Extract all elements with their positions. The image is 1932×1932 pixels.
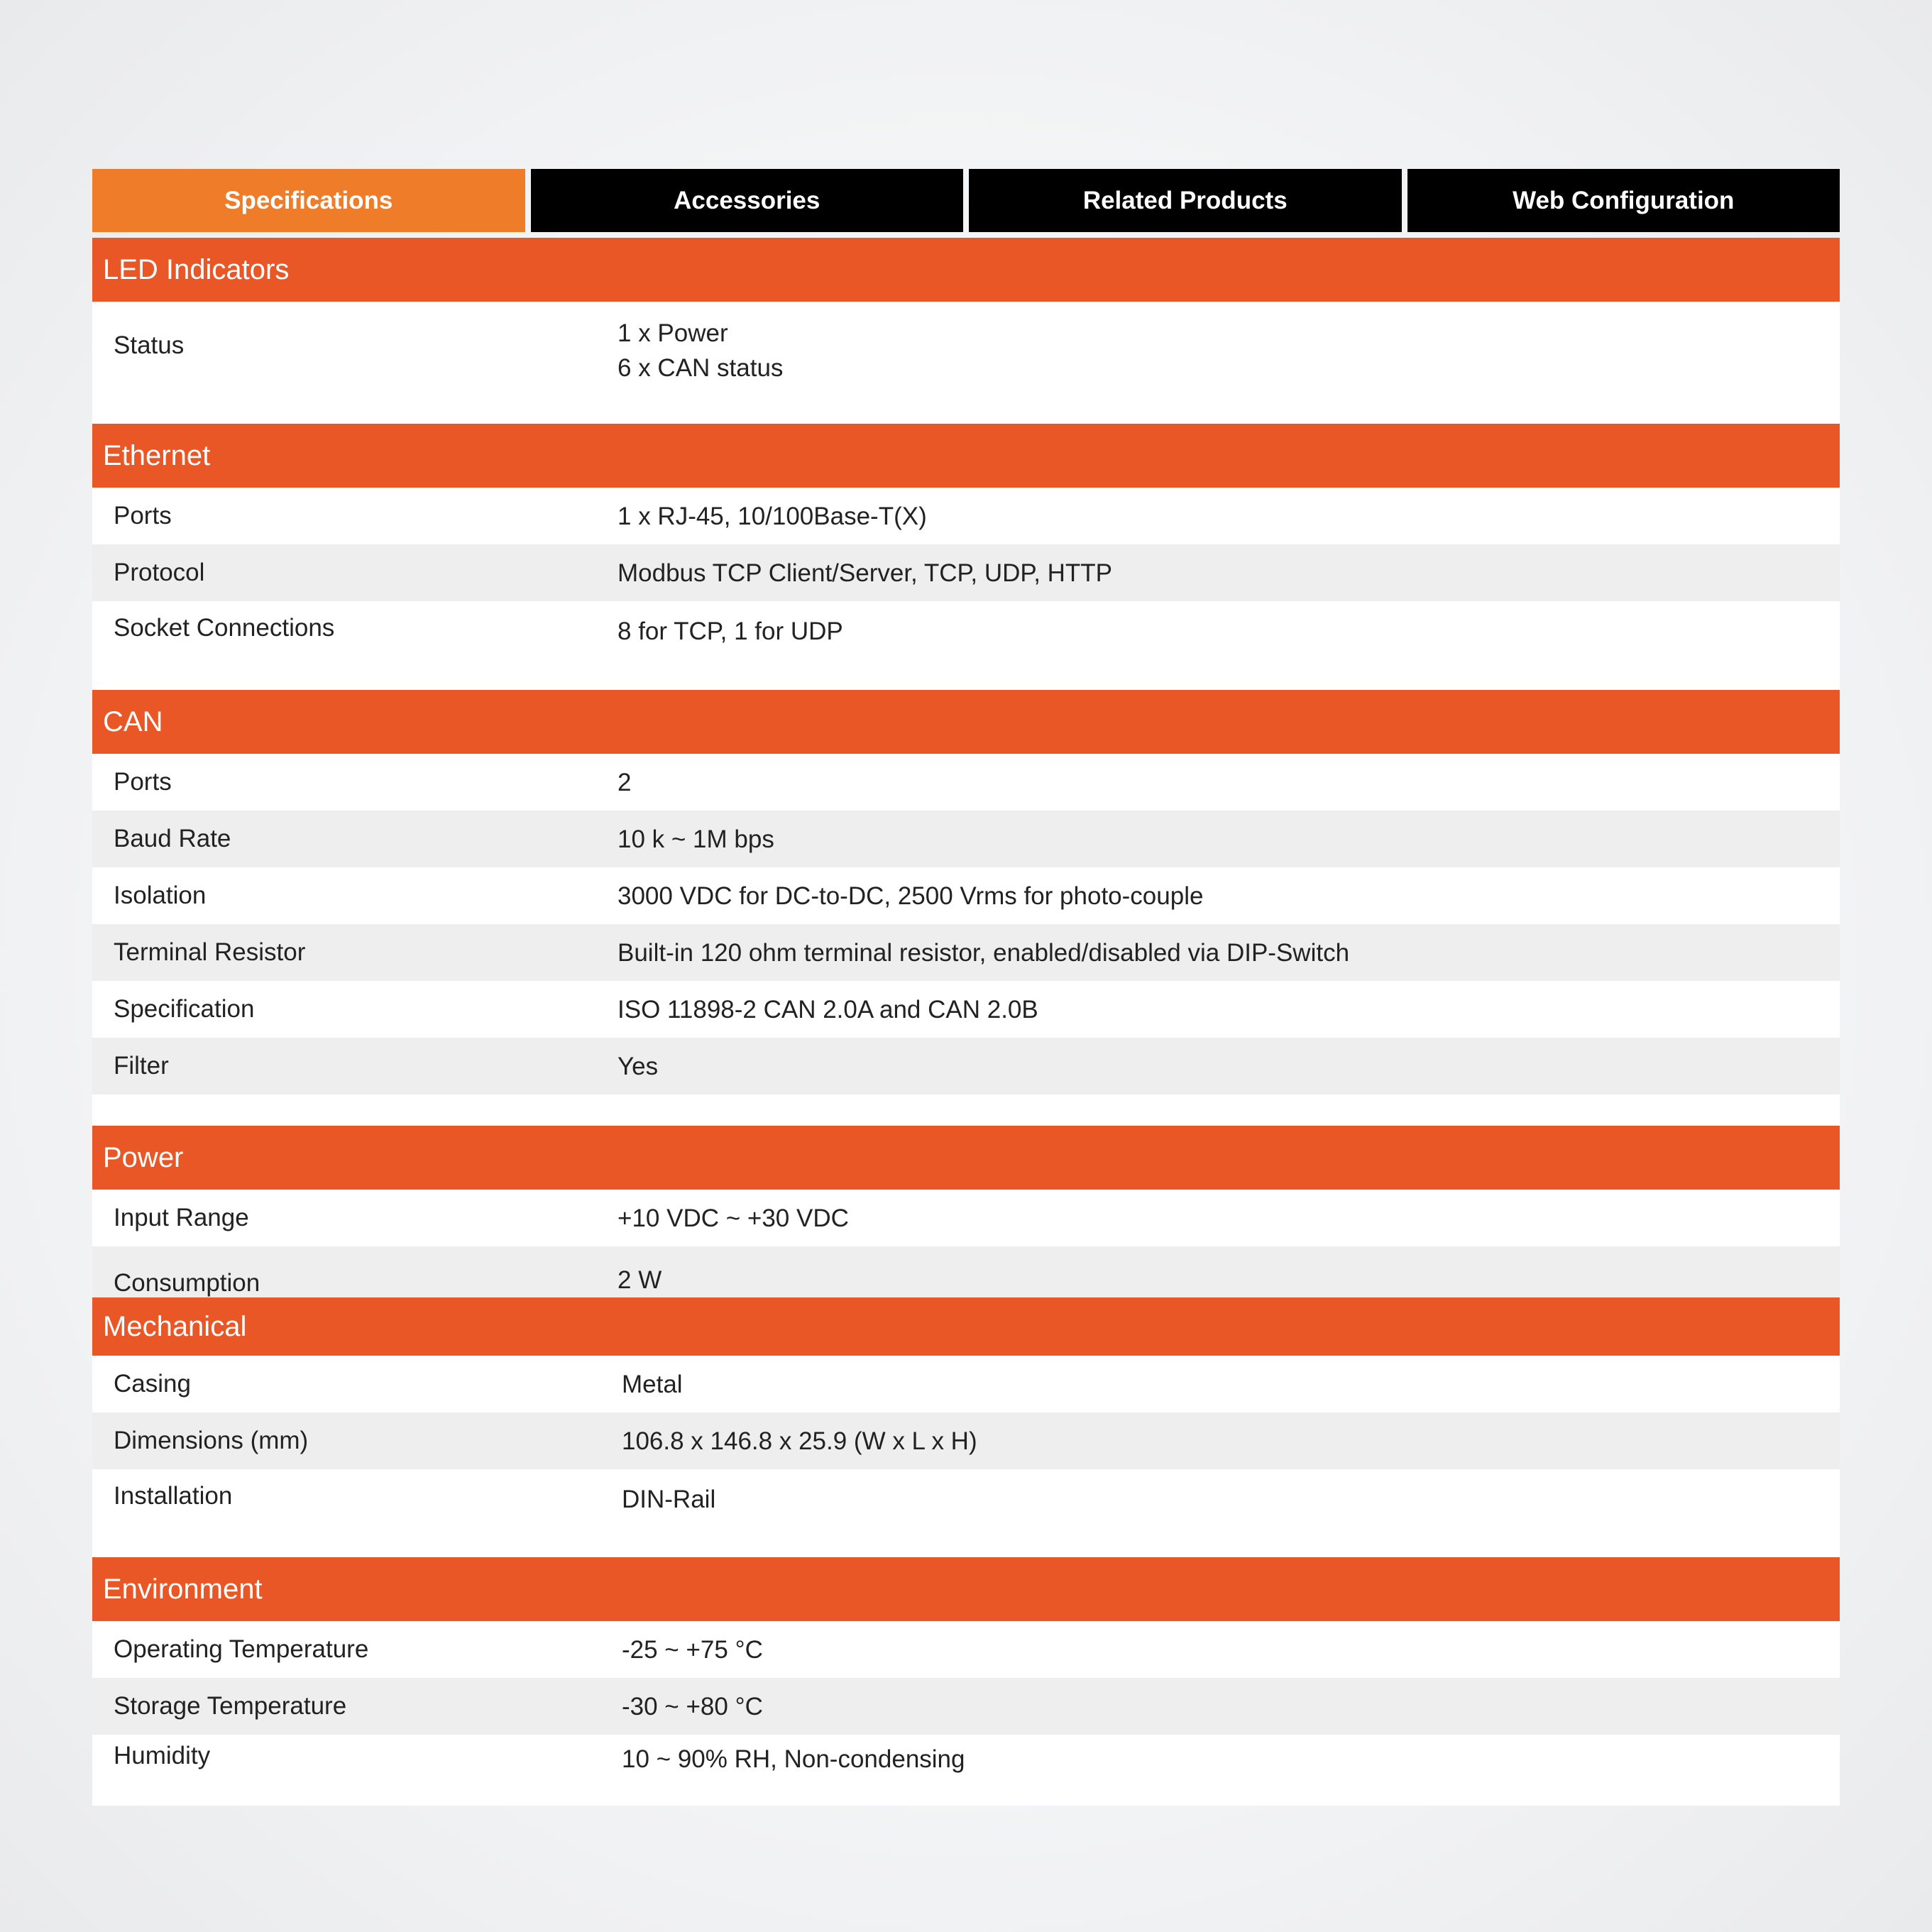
tab-specifications[interactable]: Specifications (92, 169, 525, 232)
table-row (92, 867, 1840, 924)
table-row (92, 488, 1840, 544)
section-header: Power (92, 1126, 1840, 1190)
spec-value: +10 VDC ~ +30 VDC (618, 1204, 849, 1232)
spec-value: DIN-Rail (622, 1486, 716, 1513)
table-row (92, 811, 1840, 867)
table-row (92, 924, 1840, 981)
spec-value: Metal (622, 1370, 683, 1398)
spec-value: -30 ~ +80 °C (622, 1692, 763, 1720)
table-row (92, 1735, 1840, 1806)
spec-value: 8 for TCP, 1 for UDP (618, 618, 843, 645)
table-row (92, 1621, 1840, 1678)
spec-label: Dimensions (mm) (114, 1427, 309, 1454)
tab-web-configuration[interactable]: Web Configuration (1407, 169, 1840, 232)
spec-value: 3000 VDC for DC-to-DC, 2500 Vrms for photo-couple (618, 882, 1204, 910)
spec-value: -25 ~ +75 °C (622, 1635, 763, 1664)
spec-value: Built-in 120 ohm terminal resistor, enabled/disabled via DIP-Switch (618, 938, 1350, 967)
spec-label: Storage Temperature (114, 1692, 347, 1720)
table-row (92, 981, 1840, 1038)
spec-label: Operating Temperature (114, 1635, 369, 1663)
spec-value: Modbus TCP Client/Server, TCP, UDP, HTTP (618, 559, 1113, 587)
table-row (92, 1678, 1840, 1735)
spec-label: Specification (114, 995, 255, 1023)
spec-label: Installation (114, 1482, 233, 1510)
spec-value: 10 k ~ 1M bps (618, 825, 774, 853)
spec-page (92, 169, 1840, 1806)
spec-label: Casing (114, 1370, 191, 1398)
spec-value: 10 ~ 90% RH, Non-condensing (622, 1745, 965, 1773)
spec-label: Consumption (114, 1269, 260, 1297)
section-led-indicators (92, 238, 1840, 424)
section-mechanical (92, 1297, 1840, 1557)
spec-value: Yes (618, 1052, 659, 1080)
table-row (92, 1412, 1840, 1469)
spec-value: 106.8 x 146.8 x 25.9 (W x L x H) (622, 1427, 977, 1455)
section-header: Environment (92, 1557, 1840, 1621)
table-row (92, 1190, 1840, 1246)
spec-value: 1 x Power 6 x CAN status (618, 319, 784, 382)
table-row (92, 1469, 1840, 1557)
table-row (92, 1356, 1840, 1412)
tab-bar (92, 169, 1840, 232)
spec-label: Input Range (114, 1204, 249, 1231)
spec-label: Ports (114, 502, 172, 529)
table-row (92, 1246, 1840, 1297)
table-row (92, 601, 1840, 690)
spec-label: Filter (114, 1052, 169, 1080)
spec-label: Ports (114, 768, 172, 796)
table-row (92, 1038, 1840, 1094)
spec-label: Socket Connections (114, 614, 335, 642)
spec-value: 2 W (618, 1266, 662, 1294)
spec-label: Protocol (114, 559, 205, 586)
section-environment (92, 1557, 1840, 1806)
section-header: LED Indicators (92, 238, 1840, 302)
table-row (92, 544, 1840, 601)
section-power (92, 1126, 1840, 1297)
spec-label: Status (114, 331, 185, 359)
section-header: Mechanical (92, 1297, 1840, 1356)
section-header: Ethernet (92, 424, 1840, 488)
table-row (92, 302, 1840, 424)
spec-value: 1 x RJ-45, 10/100Base-T(X) (618, 502, 927, 530)
spec-label: Humidity (114, 1742, 211, 1769)
spec-label: Terminal Resistor (114, 938, 306, 966)
spec-value: 2 (618, 768, 632, 796)
table-row (92, 754, 1840, 811)
spec-label: Isolation (114, 882, 207, 909)
section-can (92, 690, 1840, 1126)
section-ethernet (92, 424, 1840, 690)
section-header: CAN (92, 690, 1840, 754)
spec-label: Baud Rate (114, 825, 231, 852)
spec-value: ISO 11898-2 CAN 2.0A and CAN 2.0B (618, 995, 1038, 1023)
section-spacer (92, 1094, 1840, 1126)
tab-related-products[interactable]: Related Products (969, 169, 1402, 232)
tab-accessories[interactable]: Accessories (531, 169, 964, 232)
